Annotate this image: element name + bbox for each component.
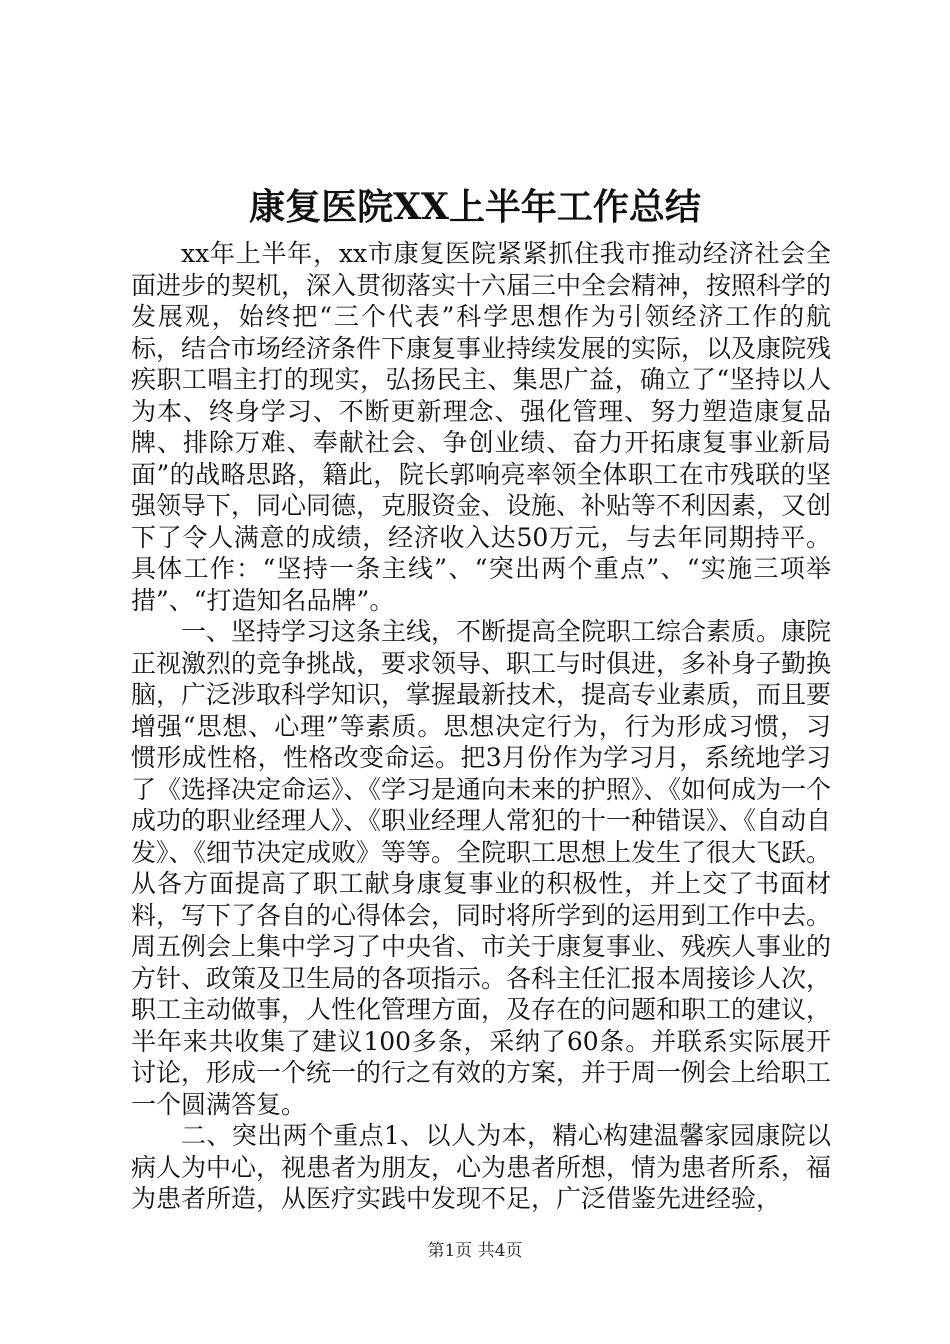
document-body (131, 238, 831, 1215)
paragraph-section-one: 一、坚持学习这条主线，不断提高全院职工综合素质。康院正视激烈的竞争挑战，要求领导、职工与时俱进，多补身子勤换脑，广泛涉取科学知识，掌握最新技术，提高专业素质，而且要增强“思想、心理”等素质。思想决定行为，行为形成习惯，习惯形成性格，性格改变命运。把3月份作为学习月，系统地学习了《选择决定命运》、《学习是通向未来的护照》、《如何成为一个成功的职业经理人》、《职业经理人常犯的十一种错误》、《自动自发》、《细节决定成败》等等。全院职工思想上发生了很大飞跃。从各方面提高了职工献身康复事业的积极性，并上交了书面材料，写下了各自的心得体会，同时将所学到的运用到工作中去。周五例会上集中学习了中央省、市关于康复事业、残疾人事业的方针、政策及卫生局的各项指示。各科主任汇报本周接诊人次，职工主动做事，人性化管理方面，及存在的问题和职工的建议，半年来共收集了建议100多条，采纳了60条。并联系实际展开讨论，形成一个统一的行之有效的方案，并于周一例会上给职工一个圆满答复。 (131, 617, 832, 1119)
page-footer: 第1页 共4页 (427, 1241, 523, 1261)
paragraph-intro: xx年上半年，xx市康复医院紧紧抓住我市推动经济社会全面进步的契机，深入贯彻落实十六届三中全会精神，按照科学的发展观，始终把“三个代表”科学思想作为引领经济工作的航标，结合市场经济条件下康复事业持续发展的实际，以及康院残疾职工唱主打的现实，弘扬民主、集思广益，确立了“坚持以人为本、终身学习、不断更新理念、强化管理、努力塑造康复品牌、排除万难、奉献社会、争创业绩、奋力开拓康复事业新局面”的战略思路，籍此，院长郭响亮率领全体职工在市残联的坚强领导下，同心同德，克服资金、设施、补贴等不利因素，又创下了令人满意的成绩，经济收入达50万元，与去年同期持平。具体工作：“坚持一条主线”、“突出两个重点”、“实施三项举措”、“打造知名品牌”。 (131, 239, 832, 615)
paragraph-section-two: 二、突出两个重点1、以人为本，精心构建温馨家园康院以病人为中心，视患者为朋友，心为患者所想，情为患者所系，福为患者所造，从医疗实践中发现不足，广泛借鉴先进经验， (131, 1121, 832, 1213)
document-title: 康复医院XX上半年工作总结 (249, 186, 701, 228)
